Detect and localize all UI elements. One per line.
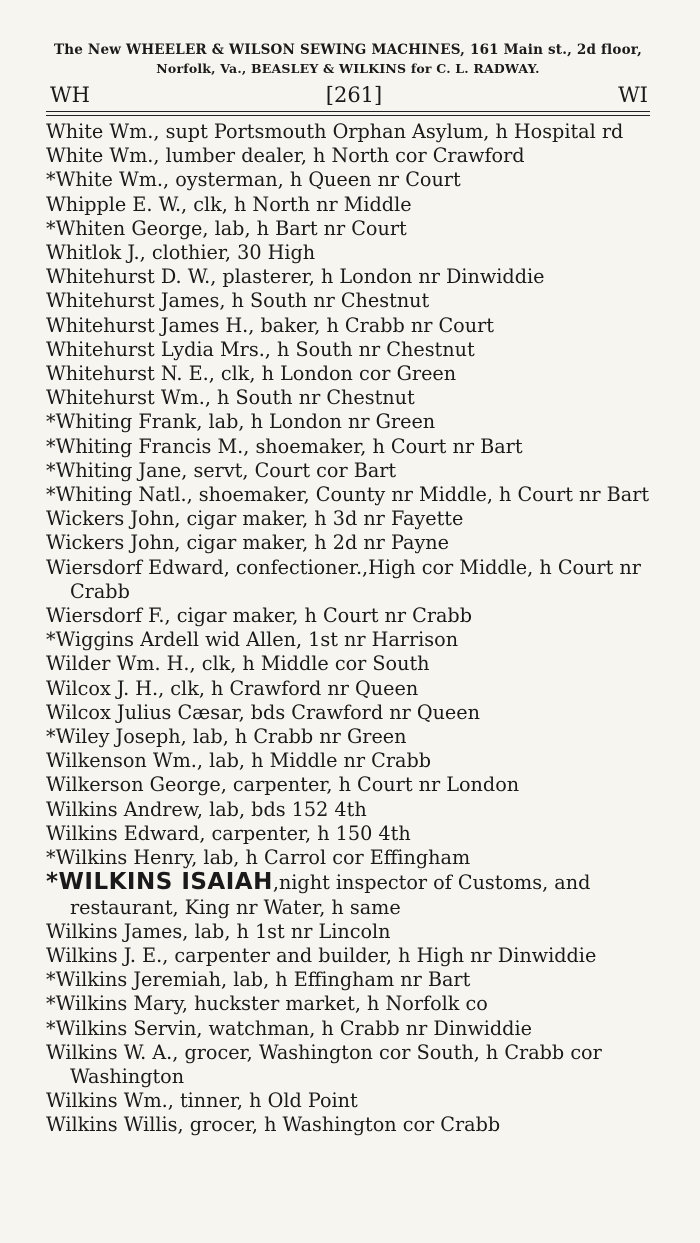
entry-name: Wilkins James (46, 919, 183, 943)
entry-details: , lab, h Effingham nr Bart (221, 968, 471, 992)
entry-details: , carpenter, h Court nr London (220, 773, 520, 797)
entry-details: , huckster market, h Norfolk co (181, 992, 488, 1016)
entry-name: White Wm. (46, 144, 154, 168)
directory-entry (46, 968, 650, 992)
entry-name: Wilder Wm. H. (46, 652, 190, 676)
directory-entry (46, 217, 650, 241)
directory-entry (46, 459, 650, 483)
entry-details: , lab, h Carrol cor Effingham (191, 846, 471, 870)
entry-details: , servt, Court cor Bart (181, 458, 397, 482)
directory-entry (46, 556, 650, 604)
entry-details: , lab, h Middle nr Crabb (196, 749, 432, 773)
entry-name: Whitehurst Lydia Mrs. (46, 337, 265, 361)
entry-details: , watchman, h Crabb nr Dinwiddie (196, 1016, 532, 1040)
running-head-left: WH (50, 83, 90, 107)
entry-details: , supt Portsmouth Orphan Asylum, h Hospital rd (153, 120, 624, 143)
entry-name: Wilcox Julius Cæsar (46, 700, 239, 724)
entry-name: *Wilkins Servin (46, 1016, 197, 1040)
directory-entry (46, 241, 650, 265)
entry-details: , shoemaker, County nr Middle, h Court nr Bart (186, 483, 650, 507)
entry-details: , lumber dealer, h North cor Crawford (153, 144, 525, 168)
directory-entry (46, 435, 650, 459)
entry-details: , cigar maker, h 2d nr Payne (174, 531, 449, 555)
entry-details: , clk, h London cor Green (208, 362, 457, 386)
entry-details: , clk, h North nr Middle (181, 192, 412, 216)
entry-details: , shoemaker, h Court nr Bart (243, 434, 523, 458)
directory-entry (46, 773, 650, 797)
entry-details: , lab, bds 152 4th (196, 797, 367, 821)
advert-line-2: Norfolk, Va., BEASLEY & WILKINS for C. L. RADWAY. (156, 61, 540, 76)
entry-name: Whipple E. W. (46, 192, 182, 216)
directory-entry (46, 386, 650, 410)
entry-name: Wilkins W. A. (46, 1040, 173, 1064)
directory-entry (46, 193, 650, 217)
advertisement-header (46, 40, 650, 78)
entry-name: Wilkenson Wm. (46, 749, 197, 773)
entry-details: , bds Crawford nr Queen (238, 700, 480, 724)
directory-entry (46, 944, 650, 968)
directory-entry (46, 652, 650, 676)
header-rule-second (46, 115, 650, 116)
entry-details: , clk, h Middle cor South (189, 652, 430, 676)
directory-entry (46, 483, 650, 507)
entry-name: Wiersdorf Edward (46, 555, 224, 579)
directory-entry (46, 338, 650, 362)
directory-entry (46, 168, 650, 192)
entry-name: Whitehurst James (46, 289, 220, 313)
directory-entry (46, 725, 650, 749)
entry-name: Whitehurst James H. (46, 313, 249, 337)
entry-name: *Wiggins Ardell (46, 628, 200, 652)
directory-entry (46, 677, 650, 701)
entry-details: , carpenter and builder, h High nr Dinwiddie (162, 943, 597, 967)
directory-entry (46, 749, 650, 773)
entry-details: , lab, h London nr Green (196, 410, 436, 434)
directory-entry (46, 1017, 650, 1041)
entry-name: Whitehurst Wm. (46, 386, 205, 410)
advert-line-1: The New WHEELER & WILSON SEWING MACHINES, 161 Main st., 2d floor, (53, 42, 643, 58)
entry-details: , clothier, 30 High (139, 241, 316, 265)
directory-entry (46, 265, 650, 289)
entry-name: *Wilkins Mary (46, 992, 182, 1016)
directory-entry (46, 289, 650, 313)
entry-details: ,night inspector of Customs, and restaurant, King nr Water, h same (70, 871, 591, 919)
directory-entry (46, 992, 650, 1016)
directory-entry (46, 1089, 650, 1113)
entry-details: , baker, h Crabb nr Court (248, 313, 494, 337)
entry-details: , cigar maker, h 3d nr Fayette (174, 507, 464, 531)
entry-name: Wilcox J. H. (46, 676, 159, 700)
entry-name: *White Wm. (46, 168, 163, 192)
entry-name: *Whiting Jane (46, 458, 182, 482)
entry-details: , grocer, Washington cor South, h Crabb cor Washington (70, 1040, 602, 1088)
entry-details: , clk, h Crawford nr Queen (158, 676, 419, 700)
entry-details: , confectioner.,High cor Middle, h Court nr Crabb (70, 555, 641, 603)
page-number: [261] (325, 83, 383, 107)
entry-name: *Whiting Francis M. (46, 434, 244, 458)
entry-details: , plasterer, h London nr Dinwiddie (210, 265, 545, 289)
entry-name: *Whiten George (46, 216, 203, 240)
entry-name: *Whiting Natl. (46, 483, 187, 507)
entry-name: *WILKINS ISAIAH (46, 869, 273, 896)
directory-entry (46, 920, 650, 944)
directory-entry (46, 531, 650, 555)
entry-details: , grocer, h Washington cor Crabb (177, 1113, 501, 1137)
entry-details: , lab, h Crabb nr Green (180, 725, 407, 749)
directory-entries (46, 120, 650, 1138)
entry-details: wid Allen, 1st nr Harrison (199, 628, 459, 652)
directory-entry (46, 144, 650, 168)
entry-name: Whitlok J. (46, 241, 140, 265)
directory-entry (46, 701, 650, 725)
running-head-right: WI (618, 83, 648, 107)
entry-name: Wilkins Willis (46, 1113, 178, 1137)
directory-entry (46, 822, 650, 846)
entry-name: Wilkins J. E. (46, 943, 163, 967)
entry-details: , h South nr Chestnut (204, 386, 415, 410)
entry-name: Whitehurst N. E. (46, 362, 209, 386)
directory-entry (46, 1113, 650, 1137)
directory-entry (46, 798, 650, 822)
entry-details: , oysterman, h Queen nr Court (163, 168, 461, 192)
entry-name: Wilkerson George (46, 773, 221, 797)
entry-name: *Whiting Frank (46, 410, 197, 434)
entry-details: , tinner, h Old Point (167, 1089, 358, 1113)
entry-name: Whitehurst D. W. (46, 265, 211, 289)
entry-details: , cigar maker, h Court nr Crabb (164, 604, 472, 628)
entry-name: White Wm. (46, 120, 154, 143)
entry-details: , lab, h 1st nr Lincoln (182, 919, 391, 943)
entry-name: *Wiley Joseph (46, 725, 181, 749)
running-head (46, 82, 650, 108)
directory-entry (46, 362, 650, 386)
entry-details: , carpenter, h 150 4th (199, 821, 411, 845)
directory-entry (46, 628, 650, 652)
entry-name: Wilkins Andrew (46, 797, 197, 821)
entry-name: Wickers John (46, 531, 175, 555)
entry-name: Wiersdorf F. (46, 604, 165, 628)
header-rule (46, 111, 650, 112)
entry-name: *Wilkins Jeremiah (46, 968, 222, 992)
directory-entry (46, 846, 650, 870)
entry-details: , h South nr Chestnut (219, 289, 430, 313)
directory-entry (46, 870, 650, 919)
directory-entry (46, 314, 650, 338)
entry-details: , lab, h Bart nr Court (202, 216, 407, 240)
entry-name: Wilkins Edward (46, 821, 200, 845)
entry-name: Wickers John (46, 507, 175, 531)
entry-details: , h South nr Chestnut (264, 337, 475, 361)
directory-entry (46, 410, 650, 434)
directory-entry (46, 604, 650, 628)
entry-name: Wilkins Wm. (46, 1089, 168, 1113)
entry-name: *Wilkins Henry (46, 846, 192, 870)
directory-entry (46, 1041, 650, 1089)
directory-entry (46, 507, 650, 531)
directory-entry (46, 120, 650, 144)
